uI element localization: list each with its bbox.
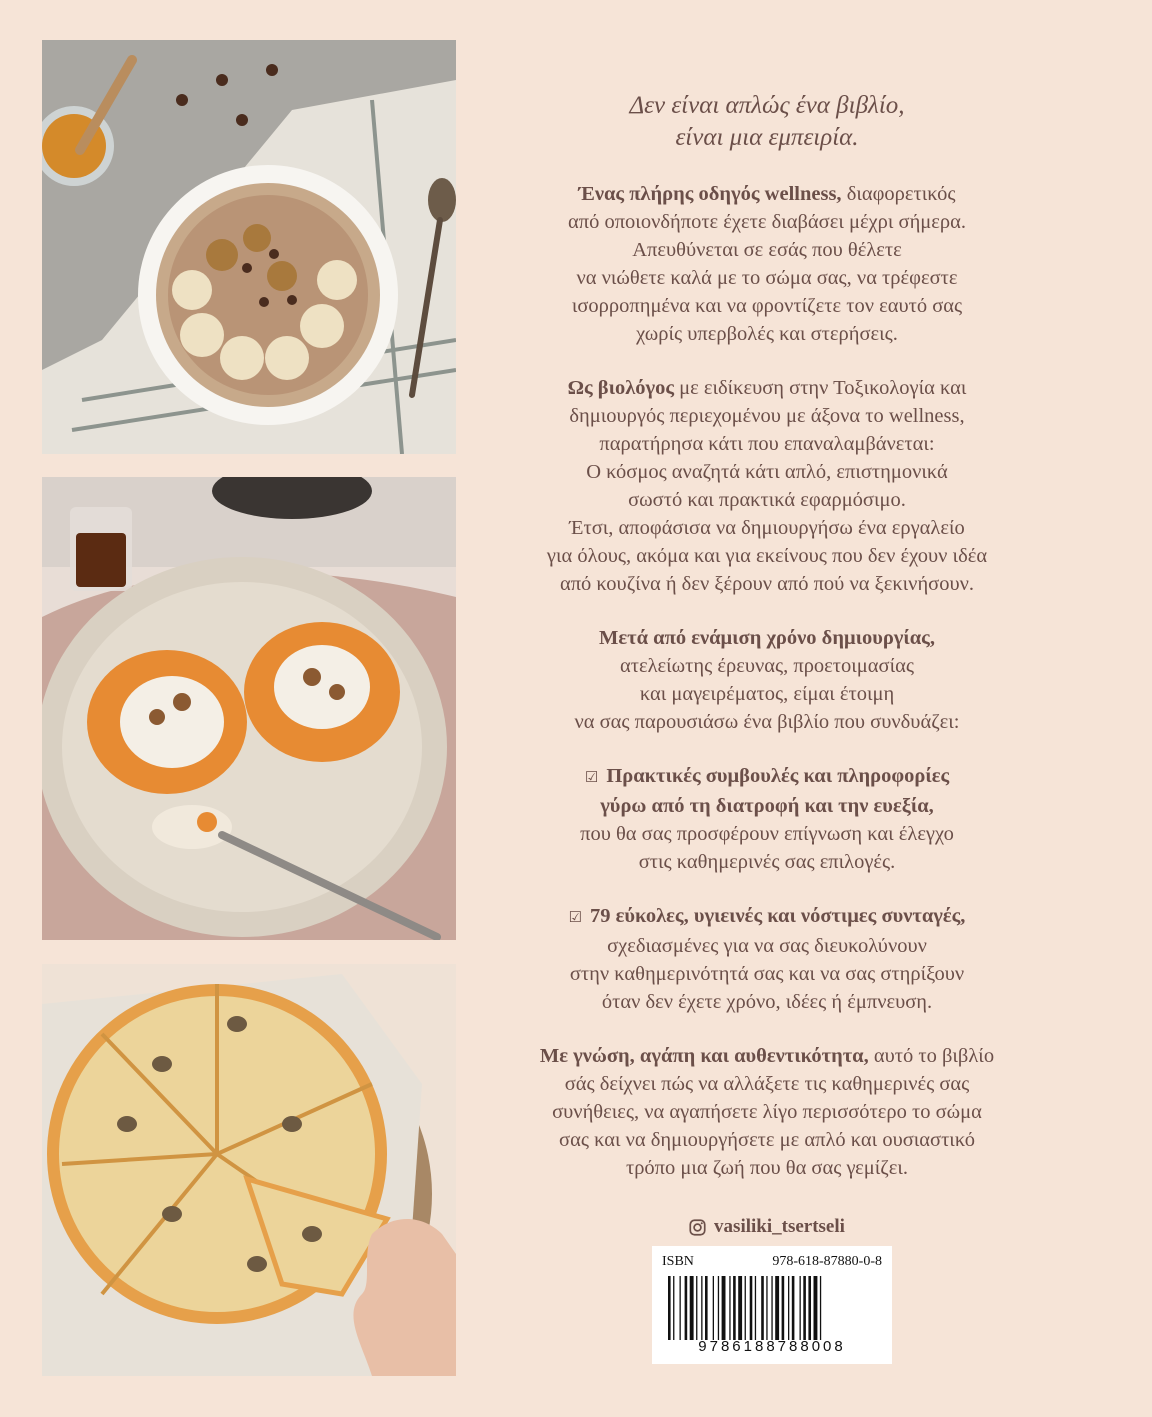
instagram-username: vasiliki_tsertseli [714, 1216, 845, 1237]
paragraph-line: Απευθύνεται σε εσάς που θέλετε [632, 239, 902, 261]
intro-paragraph [488, 180, 1046, 348]
barcode-bar [738, 1276, 742, 1340]
barcode-bar [820, 1276, 821, 1340]
barcode-digits: 9786188788008 [698, 1338, 846, 1355]
paragraph-text: διαφορετικός [841, 183, 956, 205]
instagram-handle[interactable] [689, 1216, 845, 1238]
paragraph-line: ισορροπημένα και να φροντίζετε τον εαυτό σας [571, 295, 963, 317]
paragraph-line [488, 762, 1046, 792]
barcode-bar [690, 1276, 694, 1340]
back-cover-text [488, 90, 1046, 1241]
bullet-recipes [488, 902, 1046, 1016]
isbn-barcode [652, 1246, 892, 1364]
paragraph-line: Ο κόσμος αναζητά κάτι απλό, επιστημονικά [586, 461, 948, 483]
barcode-bar [792, 1276, 795, 1340]
paragraph-line [488, 624, 1046, 652]
bold-lead: Με γνώση, αγάπη και αυθεντικότητα, [539, 1045, 869, 1067]
barcode-bar [722, 1276, 726, 1340]
paragraph-line: τρόπο μια ζωή που θα σας γεμίζει. [625, 1157, 909, 1179]
barcode-bar [729, 1276, 730, 1340]
barcode-bar [766, 1276, 767, 1340]
barcode-bar [685, 1276, 688, 1340]
paragraph-line: Έτσι, αποφάσισα να δημιουργήσω ένα εργαλείο [569, 517, 965, 539]
cauliflower-pizza-photo [42, 964, 456, 1376]
paragraph-line: που θα σας προσφέρουν επίγνωση και έλεγχο [580, 823, 954, 845]
creation-paragraph [488, 624, 1046, 736]
stuffed-peaches-photo [42, 477, 456, 940]
paragraph-line: όταν δεν έχετε χρόνο, ιδέες ή έμπνευση. [601, 991, 933, 1013]
paragraph-line: ατελείωτης έρευνας, προετοιμασίας [620, 655, 914, 677]
paragraph-line: σας και να δημιουργήσετε με απλό και ουσιαστικό [559, 1129, 975, 1151]
headline-line: είναι μια εμπειρία. [675, 124, 859, 151]
paragraph-line: για όλους, ακόμα και για εκείνους που δεν έχουν ιδέα [546, 545, 988, 567]
isbn-number: 978-618-87880-0-8 [772, 1254, 882, 1269]
barcode-bar [750, 1276, 753, 1340]
barcode-bar [705, 1276, 708, 1340]
paragraph-line [488, 374, 1046, 402]
barcode-bar [761, 1276, 764, 1340]
paragraph-line: χωρίς υπερβολές και στερήσεις. [636, 323, 898, 345]
bold-lead: γύρω από τη διατροφή και την ευεξία, [600, 795, 934, 817]
barcode-bar [733, 1276, 736, 1340]
bold-lead: Μετά από ενάμιση χρόνο δημιουργίας, [599, 627, 935, 649]
paragraph-line: και μαγειρέματος, είμαι έτοιμη [639, 683, 895, 705]
barcode-bar [788, 1276, 789, 1340]
paragraph-line: από κουζίνα ή δεν ξέρουν από πού να ξεκινήσουν. [559, 573, 975, 595]
paragraph-line: στις καθημερινές σας επιλογές. [638, 851, 896, 873]
paragraph-line [488, 792, 1046, 820]
barcode-bar [701, 1276, 702, 1340]
barcode-bar [696, 1276, 697, 1340]
barcode-bar [808, 1276, 811, 1340]
barcode-bar [745, 1276, 746, 1340]
paragraph-line: παρατήρησα κάτι που επαναλαμβάνεται: [599, 433, 935, 455]
barcode-bar [800, 1276, 801, 1340]
paragraph-line: δημιουργός περιεχομένου με άξονα το wellness, [569, 405, 965, 427]
paragraph-text: αυτό το βιβλίο [868, 1045, 995, 1067]
paragraph-line [488, 902, 1046, 932]
barcode-bar [782, 1276, 785, 1340]
oatmeal-bowl-photo [42, 40, 456, 454]
barcode-bar [814, 1276, 818, 1340]
paragraph-line: να νιώθετε καλά με το σώμα σας, να τρέφεστε [576, 267, 958, 289]
barcode-bar [713, 1276, 714, 1340]
paragraph-line: συνήθειες, να αγαπήσετε λίγο περισσότερο το σώμα [552, 1101, 982, 1123]
paragraph-line: από οποιονδήποτε έχετε διαβάσει μέχρι σήμερα. [567, 211, 966, 233]
bullet-advice [488, 762, 1046, 876]
barcode-bar [775, 1276, 779, 1340]
checkbox-icon: ☑ [584, 770, 599, 786]
paragraph-line [488, 1042, 1046, 1070]
barcode-bar [803, 1276, 806, 1340]
headline-line: Δεν είναι απλώς ένα βιβλίο, [629, 92, 905, 119]
bold-lead: 79 εύκολες, υγιεινές και νόστιμες συνταγές, [590, 905, 966, 927]
paragraph-line: να σας παρουσιάσω ένα βιβλίο που συνδυάζει: [574, 711, 960, 733]
barcode-bar [668, 1276, 671, 1340]
barcode-bar [680, 1276, 681, 1340]
instagram-icon [689, 1219, 706, 1236]
bold-lead: Ως βιολόγος [567, 377, 675, 399]
checkbox-icon: ☑ [568, 910, 583, 926]
paragraph-line: σάς δείχνει πώς να αλλάξετε τις καθημερινές σας [564, 1073, 970, 1095]
barcode-bar [755, 1276, 756, 1340]
paragraph-text: με ειδίκευση στην Τοξικολογία και [674, 377, 967, 399]
barcode-bar [771, 1276, 772, 1340]
barcode-bar [673, 1276, 674, 1340]
headline [488, 90, 1046, 154]
isbn-row [662, 1254, 882, 1270]
paragraph-line: σωστό και πρακτικά εφαρμόσιμο. [628, 489, 906, 511]
barcode-bar [718, 1276, 719, 1340]
paragraph-line [488, 180, 1046, 208]
closing-paragraph [488, 1042, 1046, 1182]
author-paragraph [488, 374, 1046, 598]
bold-lead: Πρακτικές συμβουλές και πληροφορίες [606, 765, 950, 787]
bold-lead: Ένας πλήρης οδηγός wellness, [578, 183, 842, 205]
paragraph-line: στην καθημερινότητά σας και να σας στηρίξουν [569, 963, 965, 985]
paragraph-line: σχεδιασμένες για να σας διευκολύνουν [607, 935, 927, 957]
barcode-bars [666, 1276, 878, 1340]
isbn-label: ISBN [662, 1254, 694, 1269]
